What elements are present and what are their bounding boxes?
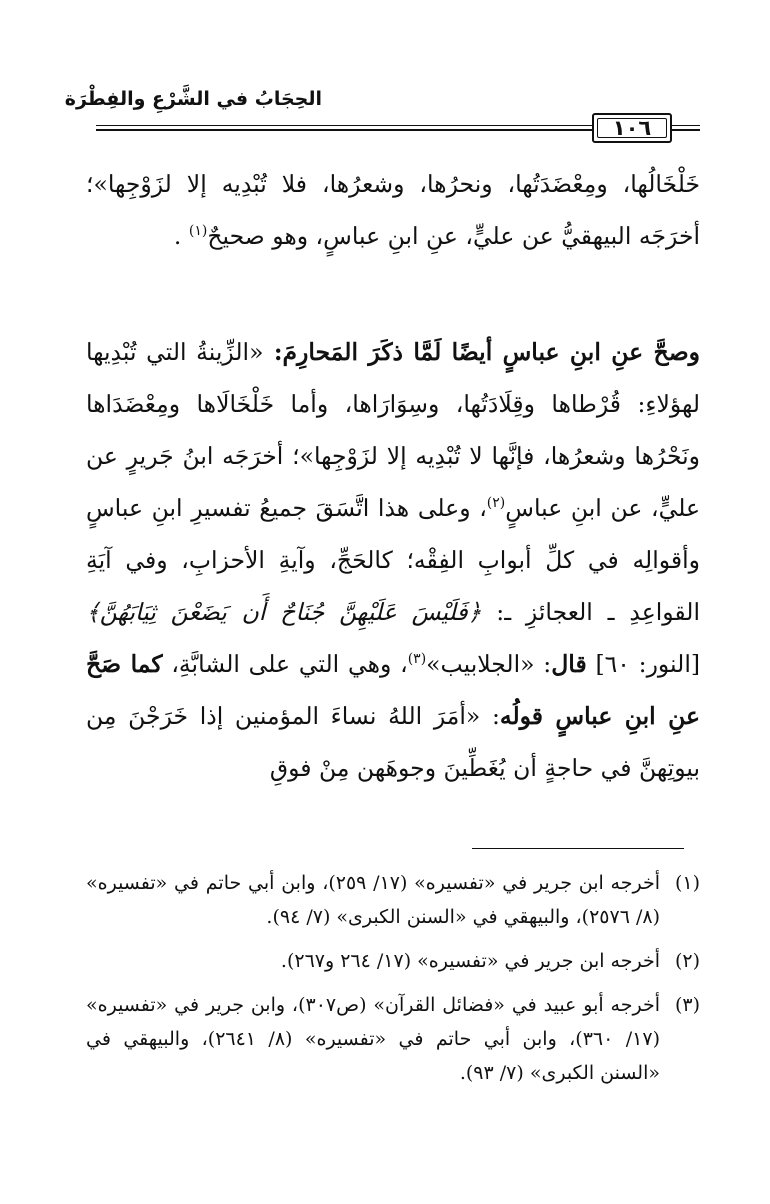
quote-zina: «الزِّينةُ التي تُبْدِيها لهؤلاءِ: قُرْطاها وقِلَادَتُها، وسِوَارَاها، وأما خَلْخَالَاها ومِعْضَدَاها ونَحْرُها وشعرُها، فإنَّها لا تُبْدِيه إلا لزَوْجِها»؛ أخرَجَه ابنُ جَريرٍ عن عليٍّ، عن ابنِ عباسٍ — [86, 338, 700, 522]
footnote-separator — [472, 848, 684, 849]
paragraph-2-mid-1: ، وعلى هذا اتَّسَقَ جميعُ تفسيرِ ابنِ عباسٍ وأقوالِه في كلِّ أبوابِ الفِقْه؛ كالحَجِّ، وآيةِ الأحزابِ، وفي آيَةِ القواعِدِ ـ العجائزِ ـ: — [86, 494, 700, 626]
header-rule-thick — [96, 129, 592, 131]
paragraph-2-lead: وصحَّ عنِ ابنِ عباسٍ أيضًا لَمَّا ذكَرَ المَحارِمَ: — [263, 338, 700, 366]
paragraph-2-mid-2: ، وهي التي على الشابَّةِ، — [162, 650, 408, 678]
footnote-text: أخرجه أبو عبيد في «فضائل القرآن» (ص٣٠٧)، وابن جرير في «تفسيره» (١٧/ ٣٦٠)، وابن أبي حاتم في «تفسيره» (٨/ ٢٦٤١)، والبيهقي في «السنن الكبرى» (٧/ ٩٣). — [86, 994, 660, 1084]
paragraph-1 — [86, 158, 700, 262]
paragraph-1-text: خَلْخَالُها، ومِعْضَدَتُها، ونحرُها، وشعرُها، فلا تُبْدِيه إلا لزَوْجِها»؛ أخرَجَه البيهقيُّ عن عليٍّ، عنِ ابنِ عباسٍ، وهو صحيحٌ — [86, 170, 700, 250]
footnote-number: (٢) — [674, 950, 700, 972]
footnote-ref-1: (١) — [188, 223, 208, 240]
quote-amara: : «أمَرَ اللهُ نساءَ المؤمنين إذا خَرَجْنَ مِن بيوتِهنَّ في حاجةٍ أن يُغَطِّينَ وجوهَهن مِنْ فوقِ — [86, 702, 700, 782]
header-rule — [96, 125, 592, 126]
paragraph-2-lead-2: كما صَحَّ عنِ ابنِ عباسٍ قولُه — [86, 650, 700, 730]
qala-word: قال — [551, 650, 587, 678]
paragraph-1-end: . — [173, 222, 189, 250]
header-rule-tail-thick — [672, 129, 700, 131]
paragraph-2 — [86, 326, 700, 794]
footnote-ref-2: (٢) — [486, 495, 506, 512]
quran-verse: ﴿فَلَيْسَ عَلَيْهِنَّ جُنَاحٌ أَن يَضَعْنَ ثِيَابَهُنَّ﴾ — [86, 598, 482, 626]
footnotes — [86, 866, 700, 1100]
footnote-number: (١) — [674, 872, 700, 894]
verse-reference: [النور: ٦٠] — [586, 650, 701, 678]
footnote-ref-3: (٣) — [407, 651, 427, 668]
footnote-2 — [86, 944, 700, 978]
footnote-text: أخرجه ابن جرير في «تفسيره» (١٧/ ٢٦٤ و٢٦٧). — [280, 950, 660, 972]
header-rule-tail — [672, 125, 700, 126]
page-number-frame — [592, 113, 672, 143]
footnote-1 — [86, 866, 700, 934]
page-number: ١٠٦ — [612, 116, 652, 140]
footnote-text: أخرجه ابن جرير في «تفسيره» (١٧/ ٢٥٩)، وابن أبي حاتم في «تفسيره» (٨/ ٢٥٧٦)، والبيهقي في «السنن الكبرى» (٧/ ٩٤). — [86, 872, 660, 928]
footnote-number: (٣) — [674, 994, 700, 1016]
running-title: الحِجَابُ في الشَّرْعِ والفِطْرَة — [64, 88, 322, 110]
quote-jalabib: : «الجلابيب» — [426, 650, 552, 678]
footnote-3 — [86, 988, 700, 1090]
